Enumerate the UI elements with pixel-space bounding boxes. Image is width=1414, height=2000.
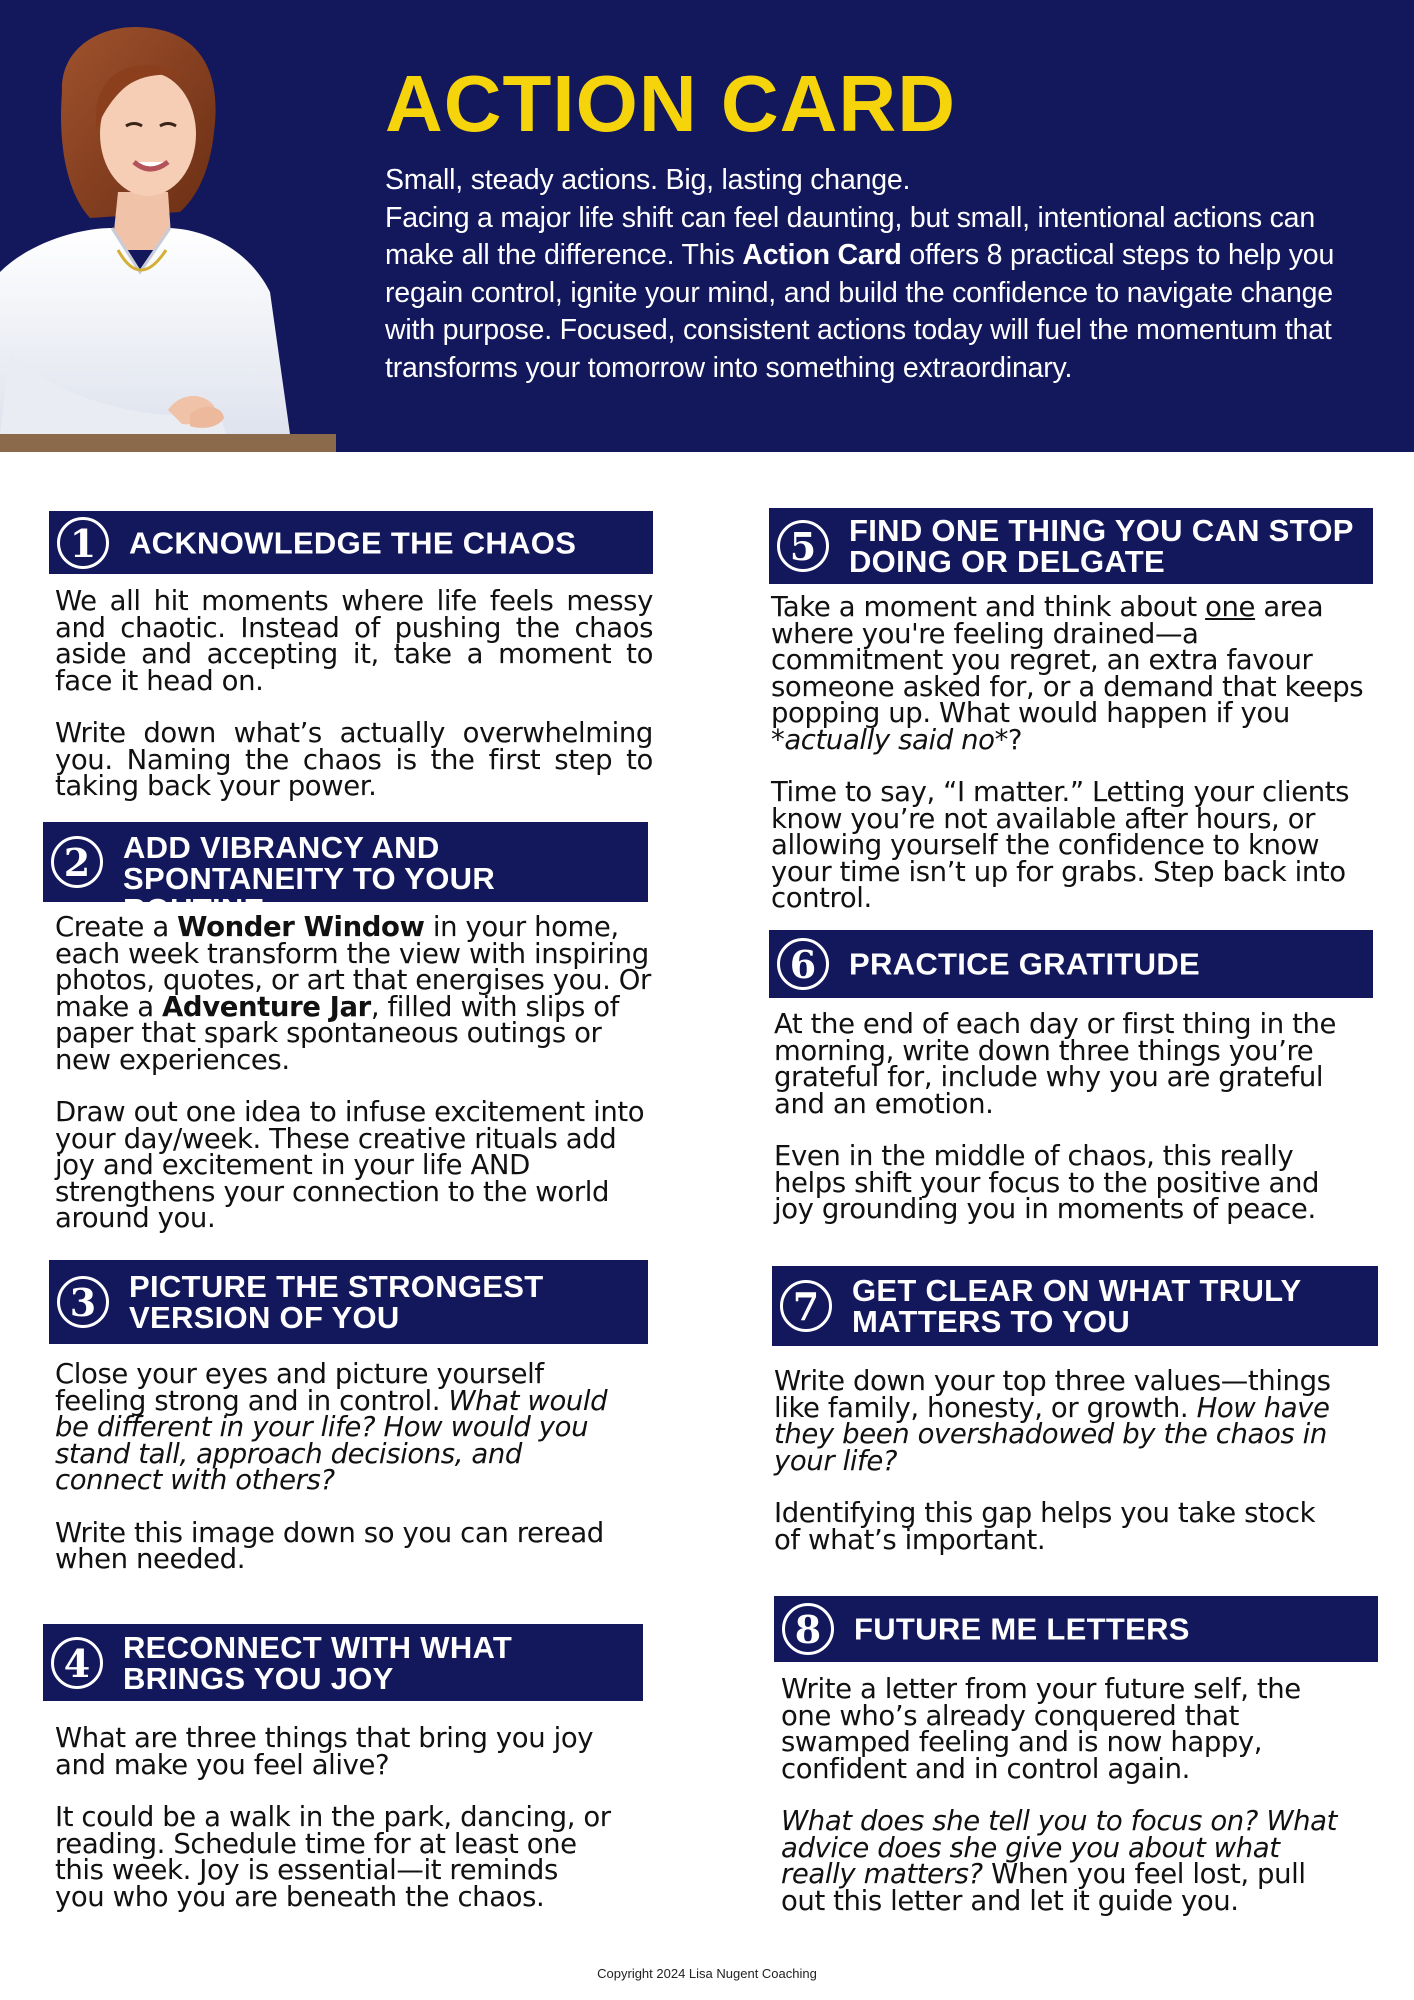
card-paragraph: Draw out one idea to infuse excitement into your day/week. These creative rituals add joy and excitement in your life AND strengthens your connection to the world around you. <box>55 1096 645 1234</box>
card-header <box>49 511 653 574</box>
card-paragraph: Write down what’s actually overwhelming you. Naming the chaos is the first step to taking back your power. <box>55 717 653 802</box>
number-badge: 8 <box>782 1603 834 1655</box>
card-heading: RECONNECT WITH WHAT BRINGS YOU JOY <box>123 1629 513 1696</box>
card-paragraph: What does she tell you to focus on? What advice does she give you about what really matters? When you feel lost, pull out this letter and let it guide you. <box>781 1805 1337 1917</box>
card-paragraph: Identifying this gap helps you take stock of what’s important. <box>774 1497 1316 1556</box>
card-paragraph: Time to say, “I matter.” Letting your clients know you’re not available after hours, or allowing yourself the confidence to know your time isn’t up for grabs. Step back into control. <box>771 776 1350 914</box>
card-heading: ACKNOWLEDGE THE CHAOS <box>129 525 577 560</box>
card-body <box>55 911 655 1258</box>
card-body <box>774 1008 1364 1249</box>
card-paragraph: Write a letter from your future self, the one who’s already conquered that swamped feeling and is now happy, confident and in control again. <box>781 1673 1301 1785</box>
number-badge: 6 <box>777 938 829 990</box>
card-heading: PRACTICE GRATITUDE <box>849 946 1200 982</box>
card-paragraph: Even in the middle of chaos, this really helps shift your focus to the positive and joy grounding you in moments of peace. <box>774 1140 1320 1225</box>
card-paragraph: We all hit moments where life feels messy and chaotic. Instead of pushing the chaos aside and accepting it, take a moment to face it head on. <box>55 585 653 697</box>
number-badge: 2 <box>51 836 103 888</box>
header-banner <box>0 0 1414 452</box>
card-paragraph: It could be a walk in the park, dancing, or reading. Schedule time for at least one this week. Joy is essential—it reminds you who you are beneath the chaos. <box>55 1801 611 1913</box>
card-header <box>774 1596 1378 1662</box>
card-header <box>772 1266 1378 1346</box>
card-body <box>55 585 653 826</box>
card-paragraph: Write down your top three values—things like family, honesty, or growth. How have they been overshadowed by the chaos in your life? <box>774 1365 1331 1477</box>
card-paragraph: Take a moment and think about one area where you're feeling drained—a commitment you regret, an extra favour someone asked for, or a demand that keeps popping up. What would happen if you *actually said no*? <box>771 591 1364 756</box>
card-heading: FUTURE ME LETTERS <box>854 1611 1190 1647</box>
card-heading: ADD VIBRANCY AND SPONTANEITY TO YOUR ROUTINE <box>123 830 496 927</box>
number-badge: 7 <box>780 1280 832 1332</box>
card-body <box>55 1358 615 1599</box>
intro-paragraph: Facing a major life shift can feel daunting, but small, intentional actions can make all the difference. This Action Card offers 8 practical steps to help you regain control, ignite your mind, and build the confidence to navigate change with purpose. Focused, consistent actions today will fuel the momentum that transforms your tomorrow into something extraordinary. <box>385 201 1335 384</box>
card-body <box>774 1365 1334 1579</box>
number-badge: 4 <box>51 1637 103 1689</box>
copyright-footer: Copyright 2024 Lisa Nugent Coaching <box>597 1966 817 1981</box>
number-badge: 3 <box>57 1276 109 1328</box>
number-badge: 5 <box>777 520 829 572</box>
card-header <box>769 930 1373 998</box>
card-body <box>55 1722 615 1936</box>
card-paragraph: Close your eyes and picture yourself feeling strong and in control. What would be different in your life? How would you stand tall, approach decisions, and connect with others? <box>55 1358 608 1496</box>
card-heading: GET CLEAR ON WHAT TRULY MATTERS TO YOU <box>852 1273 1301 1339</box>
card-header <box>43 822 648 927</box>
card-body <box>771 591 1376 938</box>
card-paragraph: At the end of each day or first thing in the morning, write down three things you’re grateful for, include why you are grateful and an emotion. <box>774 1008 1337 1120</box>
intro-text <box>385 162 1385 387</box>
card-paragraph: Create a Wonder Window in your home, each week transform the view with inspiring photos, quotes, or art that energises you. Or make a Adventure Jar, filled with slips of paper that spark spontaneous outings or new experiences. <box>55 911 651 1076</box>
number-badge: 1 <box>57 517 109 569</box>
card-heading: PICTURE THE STRONGEST VERSION OF YOU <box>129 1269 544 1335</box>
card-header <box>43 1624 643 1701</box>
page-title: ACTION CARD <box>385 59 956 148</box>
card-header <box>49 1260 648 1344</box>
card-paragraph: Write this image down so you can reread when needed. <box>55 1516 604 1575</box>
card-header <box>769 508 1373 584</box>
card-body <box>781 1673 1341 1940</box>
card-paragraph: What are three things that bring you joy and make you feel alive? <box>55 1722 594 1781</box>
tagline: Small, steady actions. Big, lasting change. <box>385 164 911 196</box>
portrait-photo <box>0 22 336 452</box>
card-heading: FIND ONE THING YOU CAN STOP DOING OR DELGATE <box>849 513 1354 579</box>
